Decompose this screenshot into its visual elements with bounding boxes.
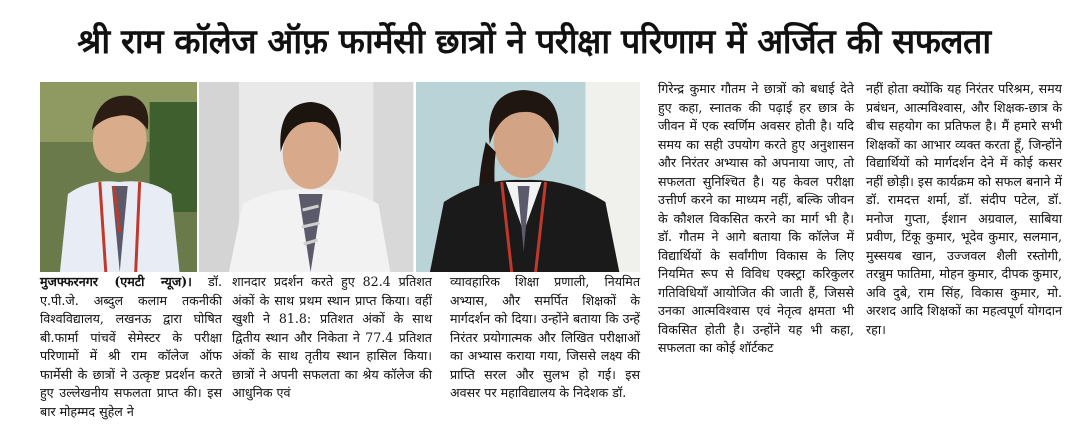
article-text-col1: डॉ. ए.पी.जे. अब्दुल कलाम तकनीकी विश्वविद्यालय, लखनऊ द्वारा घोषित बी.फार्मा पांचवें सेमेस्टर के परीक्षा परिणामों में श्री राम कॉलेज ऑफ फार्मेसी के छात्रों ने उत्कृष्ट प्रदर्शन करते हुए उल्लेखनीय सफलता प्राप्त की। इस बार मोहम्मद सुहेल ने bbox=[40, 274, 222, 419]
photo-strip bbox=[40, 82, 640, 272]
student-photo-male bbox=[40, 82, 197, 272]
article-column-4: गिरेन्द्र कुमार गौतम ने छात्रों को बधाई देते हुए कहा, स्नातक की पढ़ाई हर छात्र के जीवन में एक स्वर्णिम अवसर होती है। यदि समय का सही उपयोग करते हुए अनुशासन और निरंतर अभ्यास को अपनाया जाए, तो सफलता सुनिश्चित है। यह केवल परीक्षा उत्तीर्ण करने का माध्यम नहीं, बल्कि जीवन के कौशल विकसित करने का मार्ग भी है। डॉ. गौतम ने आगे बताया कि कॉलेज में विद्यार्थियों के सर्वांगीण विकास के लिए नियमित रूप से विविध एक्स्ट्रा करिकुलर गतिविधियाँ आयोजित की जाती हैं, जिससे उनका आत्मविश्वास एवं नेतृत्व क्षमता भी विकसित होती है। उन्होंने यह भी कहा, सफलता का कोई शॉर्टकट bbox=[658, 81, 854, 355]
article-column-5: नहीं होता क्योंकि यह निरंतर परिश्रम, समय प्रबंधन, आत्मविश्वास, और शिक्षक-छात्र के बीच सहयोग का प्रतिफल है। मैं हमारे सभी शिक्षकों का आभार व्यक्त करता हूँ, जिन्होंने विद्यार्थियों को मार्गदर्शन देने में कोई कसर नहीं छोड़ी। इस कार्यक्रम को सफल बनाने में डॉ. रामदत्त शर्मा, डॉ. संदीप पटेल, डॉ. मनोज गुप्ता, ईशान अग्रवाल, साबिया प्रवीण, टिंकू कुमार, भूदेव कुमार, सलमान, मुस्सयब खान, उज्जवल शैली रस्तोगी, तरन्नुम फातिमा, मोहन कुमार, दीपक कुमार, अवि दुबे, राम सिंह, विकास कुमार, मो. अरशद आदि शिक्षकों का महत्वपूर्ण योगदान रहा। bbox=[866, 81, 1062, 337]
article-column-2: शानदार प्रदर्शन करते हुए 82.4 प्रतिशत अंकों के साथ प्रथम स्थान प्राप्त किया। वहीं खुशी ने 81.8: प्रतिशत अंकों के साथ द्वितीय स्थान और निकेता ने 77.4 प्रतिशत अंकों के साथ तृतीय स्थान हासिल किया। छात्रों ने अपनी सफलता का श्रेय कॉलेज की आधुनिक एवं bbox=[232, 274, 432, 400]
headline: श्री राम कॉलेज ऑफ़ फार्मेसी छात्रों ने परीक्षा परिणाम में अर्जित की सफलता bbox=[77, 22, 991, 62]
student-photo-female-2 bbox=[416, 82, 640, 272]
student-photo-female-1 bbox=[199, 82, 413, 272]
article-column-1 bbox=[40, 273, 222, 421]
article-column-3: व्यावहारिक शिक्षा प्रणाली, नियमित अभ्यास, और समर्पित शिक्षकों के मार्गदर्शन को दिया। उन्होंने बताया कि उन्हें निरंतर प्रयोगात्मक और लिखित परीक्षाओं का अभ्यास कराया गया, जिससे लक्ष्य की प्राप्ति सरल और सुलभ हो गई। इस अवसर पर महाविद्यालय के निदेशक डॉ. bbox=[450, 274, 640, 400]
dateline: मुजफ्फरनगर (एमटी न्यूज)। bbox=[40, 274, 192, 289]
